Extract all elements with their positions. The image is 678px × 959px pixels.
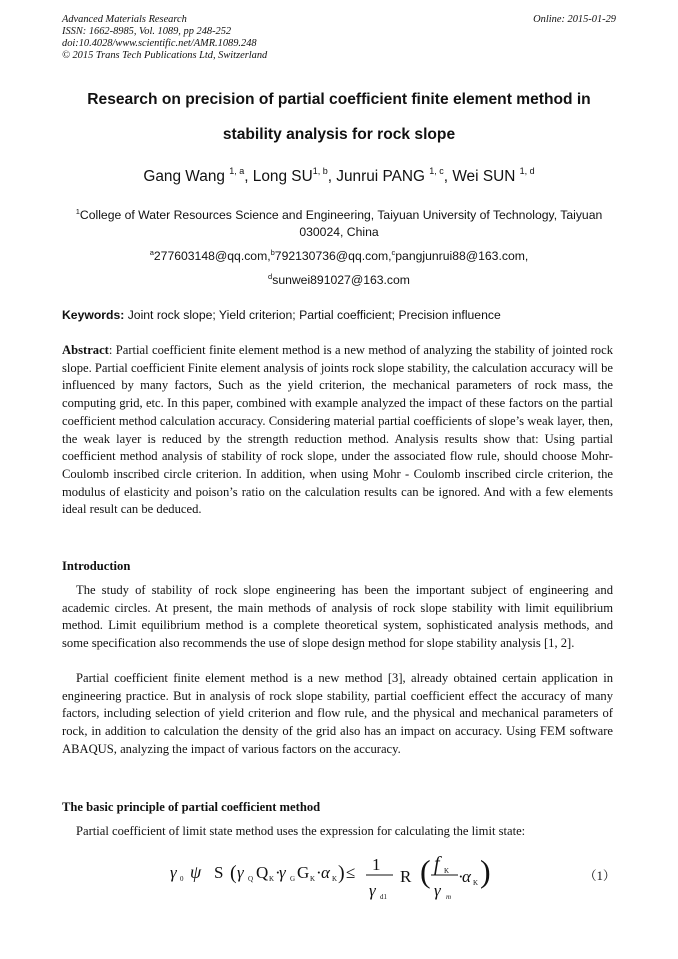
section-heading-basic-principle: The basic principle of partial coefficient method	[62, 800, 321, 814]
email-superscript: b	[270, 248, 275, 257]
journal-name: Advanced Materials Research	[62, 14, 187, 25]
eq-gamma-m: γ	[434, 881, 441, 900]
keywords-text: Joint rock slope; Yield criterion; Partial coefficient; Precision influence	[127, 308, 501, 322]
paper-title-line-2: stability analysis for rock slope	[222, 126, 456, 143]
keywords-label: Keywords:	[62, 308, 125, 322]
eq-big-paren-close: )	[480, 853, 491, 889]
eq-sub-K-5: K	[473, 879, 479, 887]
eq-dot-3: ·	[458, 867, 464, 886]
eq-S: S	[214, 863, 224, 882]
email-line-1	[62, 244, 616, 265]
eq-sub-K-4: K	[444, 867, 450, 875]
eq-G: G	[297, 863, 310, 882]
author-name: Gang Wang	[143, 168, 225, 185]
abstract	[62, 342, 613, 519]
eq-numerator-one: 1	[372, 855, 381, 874]
eq-big-paren-open: (	[420, 853, 431, 889]
basic-principle-paragraph: Partial coefficient of limit state method uses the expression for calculating the limit state:	[76, 824, 526, 838]
affiliation-text: College of Water Resources Science and Engineering, Taiyuan University of Technology, Taiyuan 030024, China	[79, 208, 603, 239]
eq-paren-open: (	[230, 862, 237, 884]
email-address[interactable]: sunwei891027@163.com	[272, 273, 410, 287]
abstract-text: : Partial coefficient finite element method is a new method of analyzing the stability of jointed rock slope. Partial coefficient Finite element analysis of joints rock slope stability, the calculation accuracy will be influenced by many factors, Such as the yield criterion, the mechanical parameters of rock mass, the computing grid, etc. In this paper, combined with example analyzed the impact of these factors on the partial coefficient method calculation accuracy. Considering material partial coefficients of slope’s weak layer, then, the weak layer is reduced by the strength reduction method. Analysis results show that: Using partial coefficient method analysis of stability of rock slope, under the associated flow rule, should choose Mohr- Coulomb inscribed circle criterion. In addition, when using Mohr - Coulomb inscribed circle criterion, the modulus of elasticity and poison’s ratio on the calculation results can be ignored. And with a few elements ideal result can be deduced.	[62, 343, 613, 517]
email-address[interactable]: 277603148@qq.com,	[153, 249, 271, 263]
eq-sub-m: m	[446, 893, 452, 901]
eq-gammaG: γ	[279, 863, 286, 882]
online-date: Online: 2015-01-29	[533, 14, 616, 25]
doi-line: doi:10.4028/www.scientific.net/AMR.1089.248	[62, 38, 257, 49]
eq-leq: ≤	[346, 863, 356, 882]
journal-header	[62, 14, 616, 62]
eq-sub-Q: Q	[248, 875, 254, 883]
author-superscript: 1, c	[429, 166, 444, 176]
eq-alpha-2: α	[462, 867, 471, 886]
intro-paragraph-1: The study of stability of rock slope engineering has been the important subject of engineering and academic circles. At present, the main methods of analysis of rock slope stability with limit equilibrium method. Limit equilibrium method is a complete theoretical system, sophisticated analysis methods, and some specification also recommends the use of slope design method for slope stability analysis [1, 2].	[62, 583, 613, 651]
author-superscript: 1, a	[229, 166, 245, 176]
author-superscript: 1, d	[519, 166, 535, 176]
eq-sub-K-2: K	[310, 875, 316, 883]
intro-paragraph-2: Partial coefficient finite element method is a new method [3], already obtained certain application in engineering practice. But in analysis of rock slope stability, partial coefficient effect the accuracy of many factors, including selection of yield criterion and flow rule, and the physical and mechanical parameters of rock, in addition to calculation the density of the grid also has an impact on accuracy. Using FEM software ABAQUS, analyzing the impact of various factors on the accuracy.	[62, 671, 613, 756]
email-superscript: d	[268, 272, 273, 281]
eq-dot-1: ·	[275, 863, 281, 882]
issn-line: ISSN: 1662-8985, Vol. 1089, pp 248-252	[62, 26, 232, 37]
email-superscript: a	[149, 248, 154, 257]
author-superscript: 1, b	[312, 166, 328, 176]
copyright-line: © 2015 Trans Tech Publications Ltd, Switzerland	[62, 50, 268, 61]
email-line-2	[62, 268, 616, 289]
eq-gamma0: γ	[170, 863, 177, 882]
eq-Q: Q	[256, 863, 269, 882]
email-address[interactable]: 792130736@qq.com,	[274, 249, 392, 263]
eq-psi: ψ	[190, 862, 202, 882]
eq-R: R	[400, 867, 412, 886]
equation-number: （1）	[584, 869, 616, 883]
author-name: Wei SUN	[452, 168, 516, 185]
paper-title-line-1: Research on precision of partial coefficient finite element method in	[87, 91, 591, 108]
affiliation	[62, 203, 616, 241]
eq-sub-G: G	[290, 875, 296, 883]
keywords	[62, 308, 622, 322]
eq-dot-2: ·	[316, 863, 322, 882]
author-name: Long SU	[252, 168, 313, 185]
eq-alpha: α	[321, 863, 330, 882]
eq-sub-0: 0	[180, 875, 184, 883]
eq-paren-close: )	[338, 862, 345, 884]
eq-gamma-d1: γ	[369, 881, 376, 900]
eq-sub-K-3: K	[332, 875, 338, 883]
limit-state-equation	[0, 846, 678, 906]
eq-sub-d1: d1	[380, 893, 387, 901]
author-name: Junrui PANG	[336, 168, 425, 185]
email-address[interactable]: pangjunrui88@163.com,	[395, 249, 529, 263]
section-heading-introduction: Introduction	[62, 559, 131, 573]
email-superscript: c	[391, 248, 396, 257]
eq-sub-K-1: K	[269, 875, 275, 883]
author-list: Gang Wang $^{1, a}$, Long SU$^{1, b}$, Junrui PANG $^{1, c}$, Wei SUN $^{1, d}$	[143, 166, 535, 185]
eq-f: f	[434, 853, 440, 875]
affiliation-superscript: 1	[75, 207, 80, 216]
abstract-label: Abstract	[62, 343, 109, 357]
eq-gammaQ: γ	[237, 863, 244, 882]
